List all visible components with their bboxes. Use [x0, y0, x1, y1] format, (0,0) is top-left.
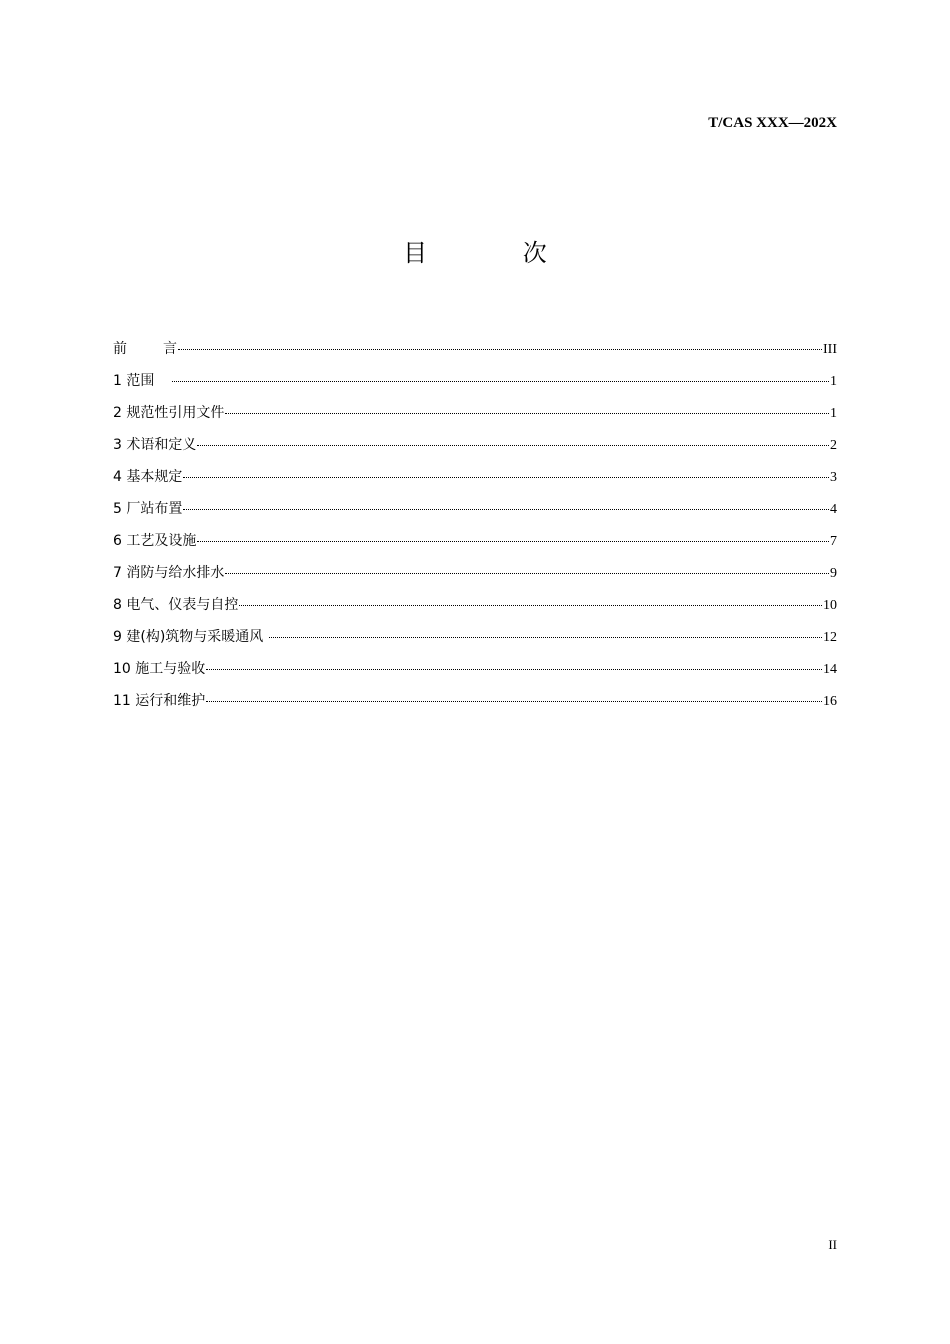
toc-entry-foreword[interactable]: [113, 336, 837, 368]
toc-entry-page: 12: [823, 630, 837, 645]
toc-entry[interactable]: [113, 560, 837, 592]
toc-entry[interactable]: [113, 400, 837, 432]
toc-entry[interactable]: [113, 528, 837, 560]
toc-entry-label: 4 基本规定: [113, 469, 183, 485]
toc-entry-label: 3 术语和定义: [113, 437, 197, 453]
toc-entry-label: [113, 336, 177, 362]
toc-entry-page: 9: [830, 566, 837, 581]
toc-leader-dots: [197, 540, 829, 542]
toc-entry[interactable]: [113, 688, 837, 720]
toc-entry[interactable]: [113, 496, 837, 528]
toc-leader-dots: [172, 380, 829, 382]
toc-entry-page: 2: [830, 438, 837, 453]
toc-entry-label: 11 运行和维护: [113, 693, 206, 709]
toc-entry-label: 10 施工与验收: [113, 661, 206, 677]
toc-entry[interactable]: [113, 368, 837, 400]
toc-entry-label: 5 厂站布置: [113, 501, 183, 517]
toc-entry-page: 4: [830, 502, 837, 517]
toc-entry[interactable]: [113, 432, 837, 464]
toc-entry-label: 6 工艺及设施: [113, 533, 197, 549]
toc-leader-dots: [206, 668, 822, 670]
toc-leader-dots: [225, 412, 829, 414]
toc-leader-dots: [269, 636, 822, 638]
foreword-char-2: 言: [163, 341, 177, 357]
toc-leader-dots: [239, 604, 822, 606]
toc-leader-dots: [178, 348, 822, 350]
toc-entry-page: 14: [823, 662, 837, 677]
toc-leader-dots: [197, 444, 829, 446]
toc-leader-dots: [206, 700, 822, 702]
toc-list: [113, 336, 837, 720]
toc-entry-label: 1 范围: [113, 373, 155, 389]
toc-entry-page: III: [823, 342, 837, 357]
toc-entry-label: 2 规范性引用文件: [113, 405, 225, 421]
toc-entry[interactable]: [113, 624, 837, 656]
toc-entry-page: 1: [830, 406, 837, 421]
toc-leader-dots: [225, 572, 829, 574]
toc-entry[interactable]: [113, 592, 837, 624]
toc-entry-page: 10: [823, 598, 837, 613]
toc-entry-page: 3: [830, 470, 837, 485]
toc-entry-label: 9 建(构)筑物与采暖通风: [113, 629, 264, 645]
toc-entry-label: 7 消防与给水排水: [113, 565, 225, 581]
toc-entry-page: 1: [830, 374, 837, 389]
toc-title: 目 次: [403, 239, 591, 267]
page-number: II: [828, 1237, 837, 1252]
toc-entry[interactable]: [113, 656, 837, 688]
toc-leader-dots: [183, 476, 829, 478]
toc-entry-page: 7: [830, 534, 837, 549]
foreword-char-1: 前: [113, 341, 127, 357]
toc-entry-label: 8 电气、仪表与自控: [113, 597, 239, 613]
toc-entry-page: 16: [823, 694, 837, 709]
toc-entry[interactable]: [113, 464, 837, 496]
document-code: T/CAS XXX—202X: [708, 115, 837, 131]
toc-leader-dots: [183, 508, 829, 510]
